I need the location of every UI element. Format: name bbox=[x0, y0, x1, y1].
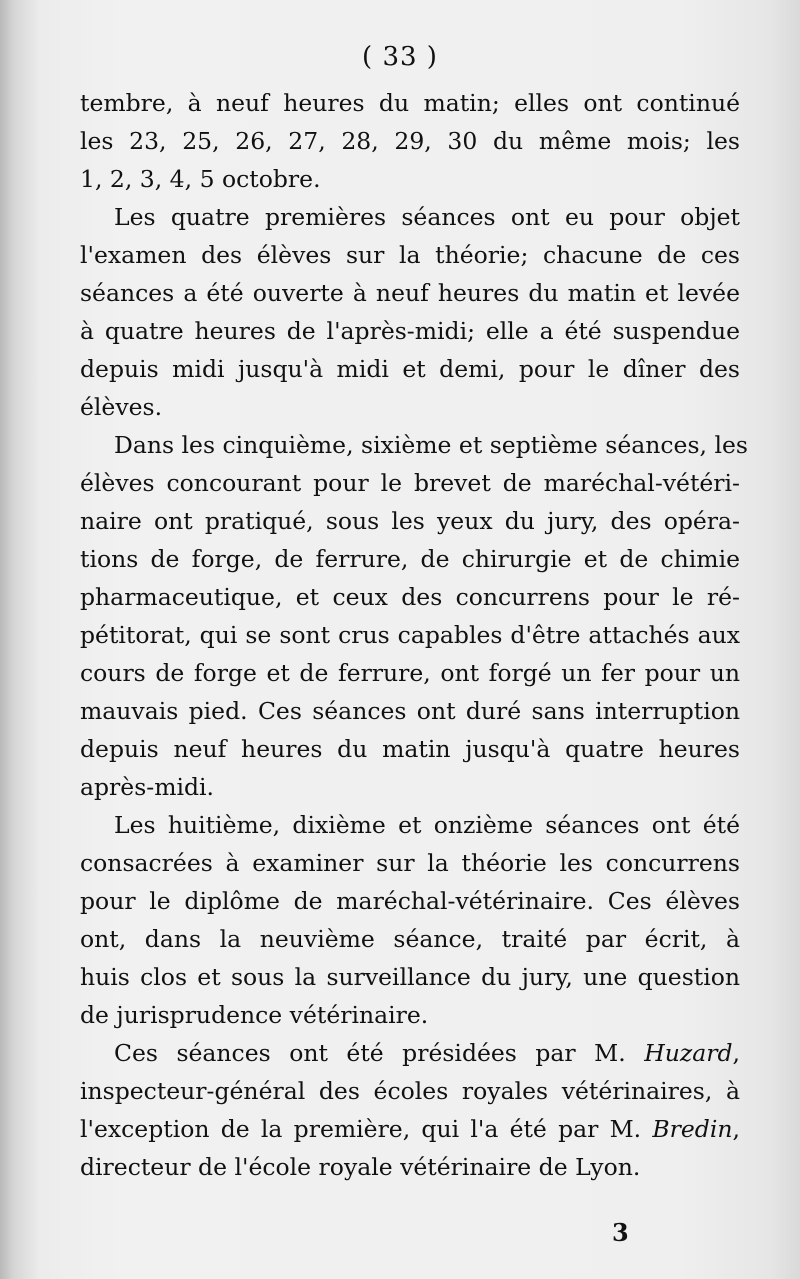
text-line: inspecteur-général des écoles royales vétérinaires, à bbox=[80, 1077, 740, 1105]
paragraph-4 bbox=[80, 806, 740, 1034]
paragraph-1 bbox=[80, 84, 740, 198]
text-line bbox=[80, 1034, 740, 1072]
punctuation: , bbox=[732, 1115, 740, 1143]
text-line: à quatre heures de l'après-midi; elle a été suspendue bbox=[80, 317, 740, 345]
text-line: de jurisprudence vétérinaire. bbox=[80, 1001, 429, 1029]
paragraph-5 bbox=[80, 1034, 740, 1186]
text-line: Les huitième, dixième et onzième séances ont été bbox=[114, 811, 740, 839]
text-line: Dans les cinquième, sixième et septième séances, les bbox=[114, 431, 748, 459]
text-line: l'examen des élèves sur la théorie; chacune de ces bbox=[80, 241, 740, 269]
text-line bbox=[80, 1110, 740, 1148]
text-line: pétitorat, qui se sont crus capables d'être attachés aux bbox=[80, 621, 740, 649]
text-line: depuis neuf heures du matin jusqu'à quatre heures bbox=[80, 735, 740, 763]
signature-mark: 3 bbox=[612, 1218, 629, 1247]
text-line: cours de forge et de ferrure, ont forgé un fer pour un bbox=[80, 659, 740, 687]
text-line: pharmaceutique, et ceux des concurrens pour le ré- bbox=[80, 583, 740, 611]
text-line: pour le diplôme de maréchal-vétérinaire. Ces élèves bbox=[80, 887, 740, 915]
text-line: huis clos et sous la surveillance du jury, une question bbox=[80, 963, 740, 991]
text-line: depuis midi jusqu'à midi et demi, pour le dîner des bbox=[80, 355, 740, 383]
text-line: élèves. bbox=[80, 393, 163, 421]
paragraph-3 bbox=[80, 426, 748, 806]
text-line: naire ont pratiqué, sous les yeux du jury, des opéra- bbox=[80, 507, 740, 535]
text-line: tions de forge, de ferrure, de chirurgie et de chimie bbox=[80, 545, 740, 573]
text-line: séances a été ouverte à neuf heures du matin et levée bbox=[80, 279, 740, 307]
page-number-header: ( 33 ) bbox=[362, 42, 438, 72]
text-line: Les quatre premières séances ont eu pour objet bbox=[114, 203, 740, 231]
text-line: les 23, 25, 26, 27, 28, 29, 30 du même mois; les bbox=[80, 127, 740, 155]
text-line: tembre, à neuf heures du matin; elles ont continué bbox=[80, 89, 740, 117]
person-name: Bredin bbox=[652, 1115, 733, 1143]
text-segment: l'exception de la première, qui l'a été par M. bbox=[80, 1115, 642, 1143]
text-line: après-midi. bbox=[80, 773, 215, 801]
text-line: directeur de l'école royale vétérinaire de Lyon. bbox=[80, 1153, 641, 1181]
punctuation: , bbox=[732, 1039, 740, 1067]
text-line: consacrées à examiner sur la théorie les concurrens bbox=[80, 849, 740, 877]
text-line: ont, dans la neuvième séance, traité par écrit, à bbox=[80, 925, 740, 953]
paragraph-2 bbox=[80, 198, 740, 426]
text-segment: Ces séances ont été présidées par M. bbox=[114, 1039, 626, 1067]
text-line: élèves concourant pour le brevet de maréchal-vétéri- bbox=[80, 469, 740, 497]
text-line: 1, 2, 3, 4, 5 octobre. bbox=[80, 165, 321, 193]
person-name: Huzard bbox=[644, 1039, 733, 1067]
text-line: mauvais pied. Ces séances ont duré sans interruption bbox=[80, 697, 740, 725]
body-text bbox=[80, 84, 748, 1186]
